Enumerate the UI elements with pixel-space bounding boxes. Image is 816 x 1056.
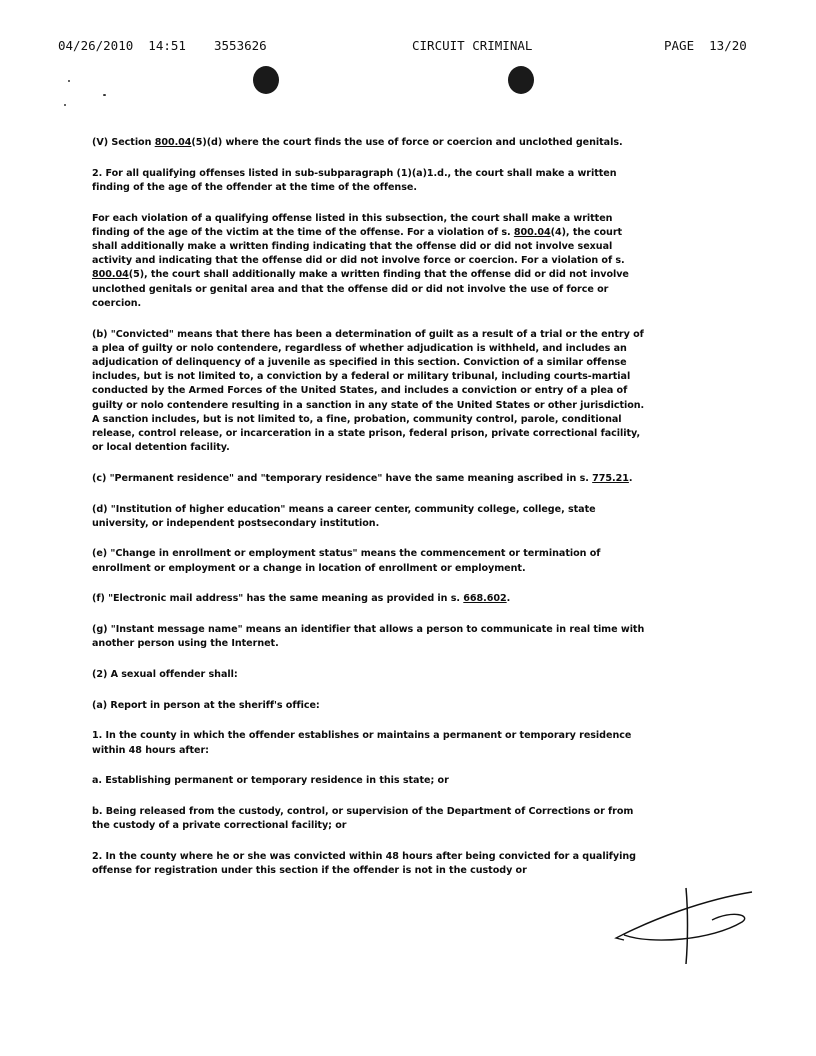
statute-paragraph <box>92 472 647 486</box>
paragraph-text: For each violation of a qualifying offense listed in this subsection, the court shall make a written finding of the age of the victim at the time of the offense. For a violation of s. <box>92 212 613 238</box>
statute-paragraph <box>92 774 647 788</box>
fax-page-number: PAGE 13/20 <box>664 38 747 53</box>
statute-paragraph <box>92 167 647 195</box>
paragraph-text: (5), the court shall additionally make a written finding that the offense did or did not involve unclothed genitals or genital area and that the offense did or did not involve the use of force or coercion. <box>92 269 629 309</box>
statute-paragraph <box>92 805 647 833</box>
statute-paragraph <box>92 699 647 713</box>
fax-number: 3553626 <box>214 38 267 53</box>
statute-paragraph <box>92 729 647 757</box>
paragraph-text: (a) Report in person at the sheriff's office: <box>92 699 320 711</box>
scan-speck <box>68 80 70 82</box>
paragraph-text: (5)(d) where the court finds the use of force or coercion and unclothed genitals. <box>191 137 623 148</box>
statute-text <box>92 136 647 895</box>
punch-hole-right <box>508 66 534 94</box>
scan-speck <box>103 94 106 96</box>
paragraph-text: 2. For all qualifying offenses listed in sub-subparagraph (1)(a)1.d., the court shall make a written finding of the age of the offender at the time of the offense. <box>92 167 617 193</box>
paragraph-text: (2) A sexual offender shall: <box>92 668 238 680</box>
statute-citation-link[interactable]: 775.21 <box>592 472 629 484</box>
paragraph-text: (V) Section <box>92 137 155 148</box>
paragraph-text: (b) "Convicted" means that there has been a determination of guilt as a result of a trial or the entry of a plea of guilty or nolo contendere, regardless of whether adjudication is withheld, and includes an adjudication of delinquency of a juvenile as specified in this section. Conviction of a similar offense includes, but is not limited to, a conviction by a federal or military tribunal, including courts-martial conducted by the Armed Forces of the United States, and includes a conviction or entry of a plea of guilty or nolo contendere resulting in a sanction in any state of the United States or other jurisdiction. A sanction includes, but is not limited to, a fine, probation, community control, parole, conditional release, control release, or incarceration in a state prison, federal prison, private correctional facility, or local detention facility. <box>92 328 645 454</box>
statute-paragraph <box>92 136 647 150</box>
statute-paragraph <box>92 503 647 531</box>
paragraph-text: a. Establishing permanent or temporary residence in this state; or <box>92 775 449 787</box>
paragraph-text: b. Being released from the custody, control, or supervision of the Department of Corrections or from the custody of a private correctional facility; or <box>92 806 634 832</box>
paragraph-text: (c) "Permanent residence" and "temporary residence" have the same meaning ascribed in s. <box>92 472 593 484</box>
fax-title: CIRCUIT CRIMINAL <box>412 38 533 53</box>
paragraph-text: (e) "Change in enrollment or employment status" means the commencement or termination of enrollment or employment or a change in location of enrollment or employment. <box>92 548 601 574</box>
statute-citation-link[interactable]: 800.04 <box>513 226 551 238</box>
statute-paragraph <box>92 592 647 606</box>
paragraph-text: . <box>506 593 511 605</box>
scan-speck <box>64 104 66 106</box>
paragraph-text: 2. In the county where he or she was convicted within 48 hours after being convicted for a qualifying offense for registration under this section if the offender is not in the custody or <box>92 850 636 877</box>
statute-citation-link[interactable]: 800.04 <box>92 269 129 281</box>
paragraph-text: (4), the court shall additionally make a written finding indicating that the offense did or did not involve sexual activity and indicating that the offense did or did not involve force or coercion. For a violation of s. <box>92 226 625 267</box>
statute-citation-link[interactable]: 668.602 <box>463 593 507 605</box>
statute-citation-link[interactable]: 800.04 <box>154 137 192 148</box>
paragraph-text: . <box>628 472 633 484</box>
statute-paragraph <box>92 212 647 311</box>
paragraph-text: (d) "Institution of higher education" means a career center, community college, college, state university, or independent postsecondary institution. <box>92 503 596 529</box>
paragraph-text: (g) "Instant message name" means an identifier that allows a person to communicate in real time with another person using the Internet. <box>92 624 645 650</box>
statute-paragraph <box>92 328 647 456</box>
statute-paragraph <box>92 623 647 651</box>
statute-paragraph <box>92 668 647 682</box>
paragraph-text: 1. In the county in which the offender establishes or maintains a permanent or temporary residence within 48 hours after: <box>92 730 632 756</box>
handwritten-signature <box>612 880 762 970</box>
statute-paragraph <box>92 547 647 575</box>
statute-paragraph <box>92 850 647 878</box>
paragraph-text: (f) "Electronic mail address" has the same meaning as provided in s. <box>92 593 464 605</box>
fax-datetime: 04/26/2010 14:51 <box>58 38 186 53</box>
punch-hole-left <box>253 66 279 94</box>
